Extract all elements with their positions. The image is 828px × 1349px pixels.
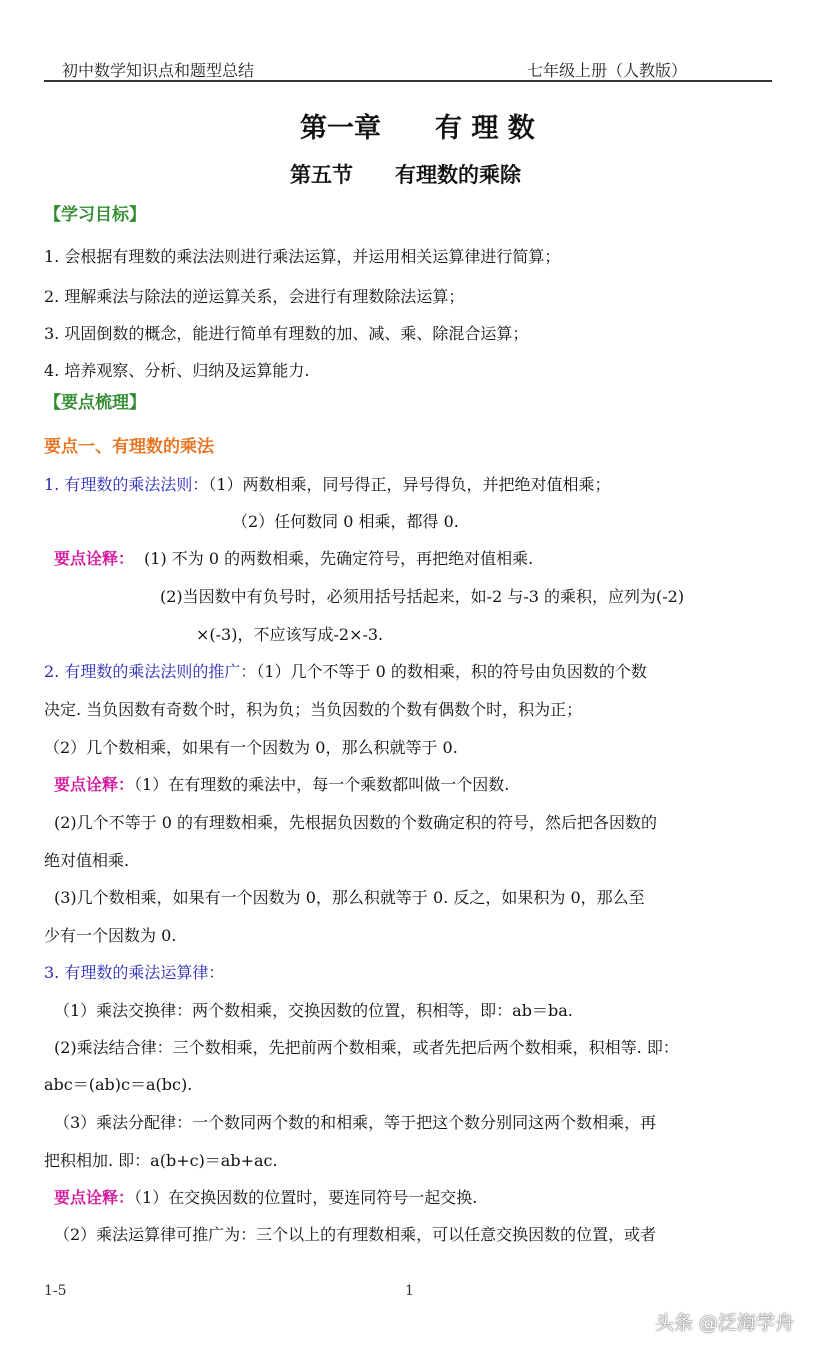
- rule1-line2: （2）任何数同 0 相乘，都得 0.: [232, 512, 459, 531]
- rule3-line5: 把积相加. 即：a(b+c)＝ab+ac.: [44, 1151, 278, 1170]
- rule1-label: 1. 有理数的乘法法则：: [44, 475, 209, 494]
- footer-section-code: 1-5: [44, 1283, 67, 1299]
- objective-item: 3. 巩固倒数的概念，能进行简单有理数的加、减、乘、除混合运算；: [44, 324, 529, 343]
- watermark: 头条 @泛海学舟: [655, 1312, 795, 1334]
- note2-line4: (3)几个数相乘，如果有一个因数为 0，那么积就等于 0. 反之，如果积为 0，那么至: [54, 888, 645, 907]
- header-divider: [44, 80, 772, 82]
- objective-item: 1. 会根据有理数的乘法法则进行乘法运算，并运用相关运算律进行简算；: [44, 247, 561, 266]
- rule2-label: 2. 有理数的乘法法则的推广：: [44, 662, 257, 681]
- rule3-label: 3. 有理数的乘法运算律：: [44, 963, 225, 982]
- note3-line2: （2）乘法运算律可推广为：三个以上的有理数相乘，可以任意交换因数的位置，或者: [54, 1225, 657, 1244]
- rule1-text: （1）两数相乘，同号得正，异号得负，并把绝对值相乘；: [208, 475, 611, 494]
- point1-title: 要点一、有理数的乘法: [44, 437, 214, 457]
- note2-line2: (2)几个不等于 0 的有理数相乘，先根据负因数的个数确定积的符号，然后把各因数的: [54, 813, 658, 832]
- header-right-title: 七年级上册（人教版）: [527, 61, 688, 80]
- objective-item: 2. 理解乘法与除法的逆运算关系，会进行有理数除法运算；: [44, 287, 465, 306]
- objectives-heading: 【学习目标】: [44, 205, 146, 225]
- rule2-line: [44, 659, 647, 682]
- rule2-line2: 决定. 当负因数有奇数个时，积为负；当负因数的个数有偶数个时，积为正；: [44, 700, 583, 719]
- header-left-title: 初中数学知识点和题型总结: [62, 61, 255, 80]
- rule3-line2: (2)乘法结合律：三个数相乘，先把前两个数相乘，或者先把后两个数相乘，积相等. 即：: [54, 1038, 679, 1057]
- rule3-line3: abc＝(ab)c＝a(bc).: [44, 1075, 193, 1094]
- objective-item: 4. 培养观察、分析、归纳及运算能力.: [44, 361, 310, 380]
- note3-line: [54, 1185, 477, 1208]
- note2-label: 要点诠释：: [54, 775, 135, 794]
- note1-text: (1) 不为 0 的两数相乘，先确定符号，再把绝对值相乘.: [144, 549, 534, 568]
- page-number: 1: [405, 1283, 414, 1299]
- rule3-line1: （1）乘法交换律：两个数相乘，交换因数的位置，积相等，即：ab＝ba.: [54, 1001, 573, 1020]
- chapter-title: 第一章 有 理 数: [300, 113, 535, 144]
- note3-label: 要点诠释：: [54, 1188, 135, 1207]
- rule2-line3: （2）几个数相乘，如果有一个因数为 0，那么积就等于 0.: [44, 738, 458, 757]
- section-title: 第五节 有理数的乘除: [290, 163, 521, 187]
- rule3-line4: （3）乘法分配律：一个数同两个数的和相乘，等于把这个数分别同这两个数相乘，再: [54, 1113, 657, 1132]
- rule2-text: （1）几个不等于 0 的数相乘，积的符号由负因数的个数: [256, 662, 647, 681]
- keypoints-heading: 【要点梳理】: [44, 393, 146, 413]
- note1-label: 要点诠释：: [54, 549, 135, 568]
- note1-line2: (2)当因数中有负号时，必须用括号括起来，如-2 与-3 的乘积，应列为(-2): [160, 587, 685, 606]
- note1-line3: ×(-3)，不应该写成-2×-3.: [196, 625, 384, 644]
- rule1-line: [44, 472, 611, 495]
- note1-line: [54, 546, 533, 569]
- note2-line: [54, 772, 509, 795]
- note2-line3: 绝对值相乘.: [44, 851, 130, 870]
- note3-text: （1）在交换因数的位置时，要连同符号一起交换.: [134, 1188, 478, 1207]
- note2-text: （1）在有理数的乘法中，每一个乘数都叫做一个因数.: [134, 775, 510, 794]
- note2-line5: 少有一个因数为 0.: [44, 926, 177, 945]
